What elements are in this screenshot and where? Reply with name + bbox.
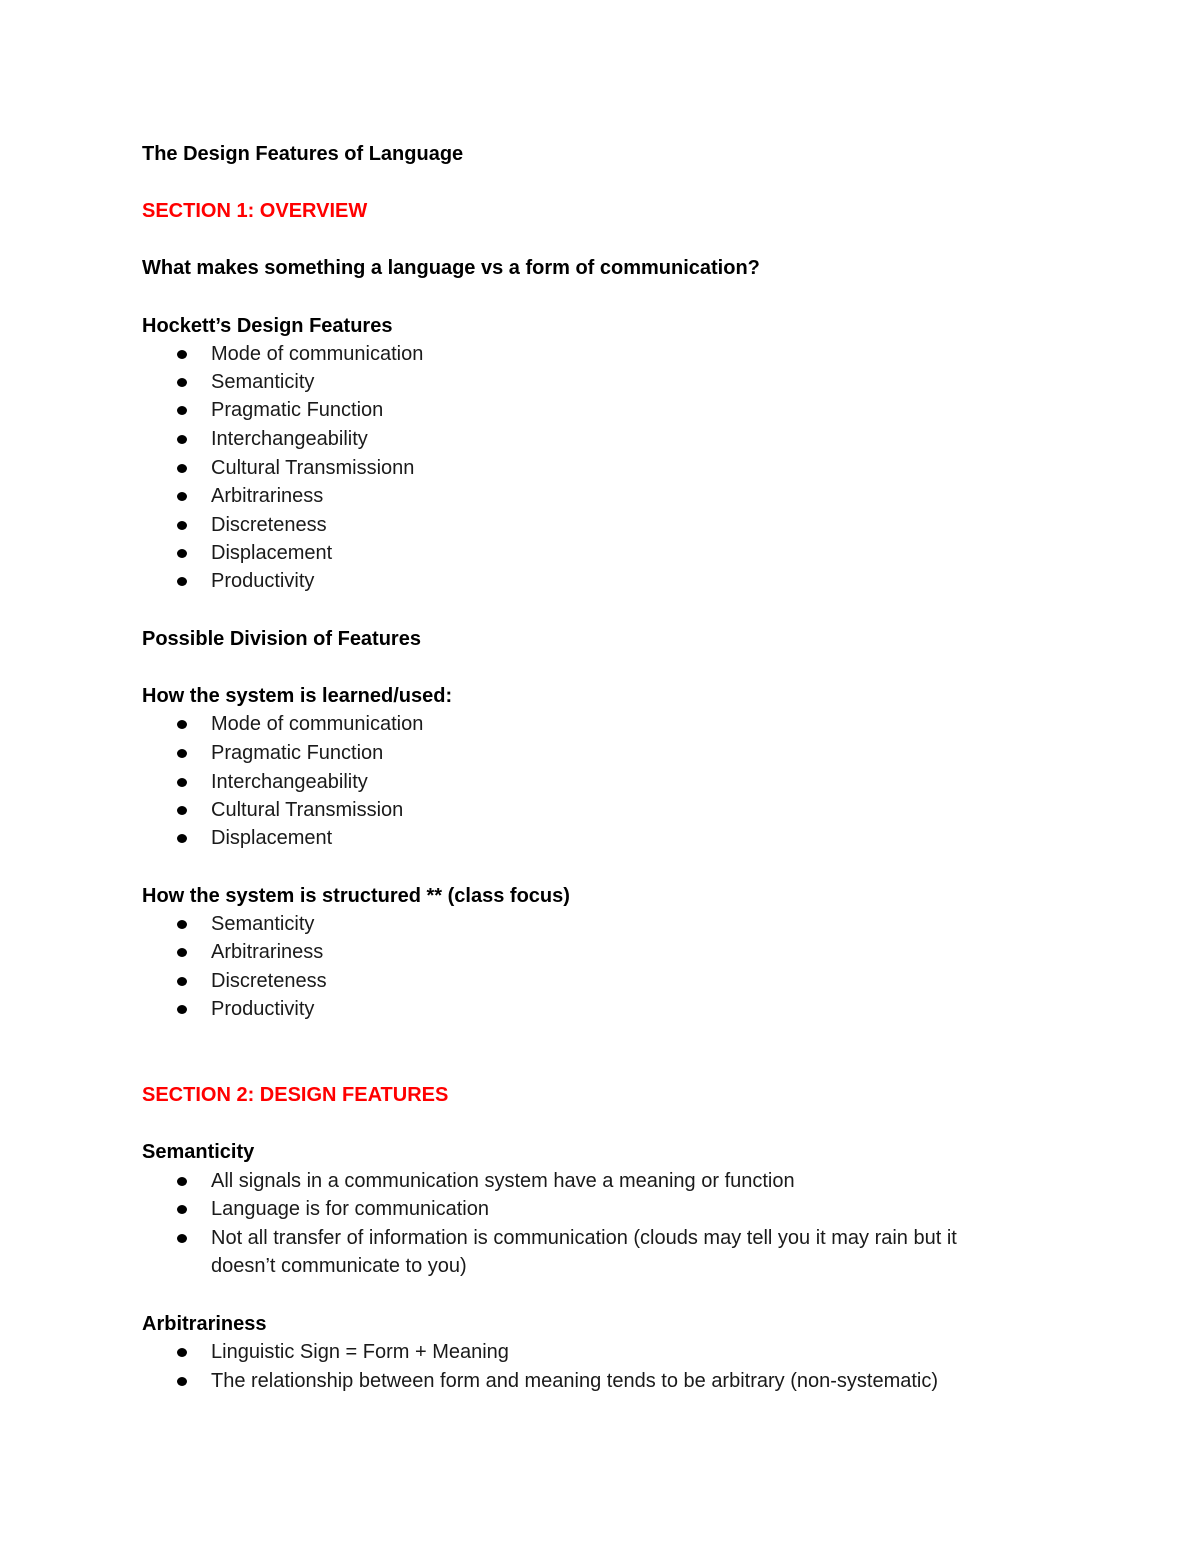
list-item: Cultural Transmissionn [211, 457, 415, 479]
list-item: Interchangeability [211, 428, 368, 450]
bullet-icon [177, 350, 187, 359]
bullet-icon [177, 406, 187, 415]
bullet-icon [177, 749, 187, 758]
list-item-continuation: doesn’t communicate to you) [211, 1255, 467, 1277]
list-item: The relationship between form and meaning tends to be arbitrary (non-systematic) [211, 1370, 939, 1392]
list-item: Discreteness [211, 970, 327, 992]
division-heading: Possible Division of Features [142, 628, 421, 650]
section-1-heading: SECTION 1: OVERVIEW [142, 200, 368, 222]
list-item: Semanticity [211, 913, 315, 935]
bullet-icon [177, 778, 187, 787]
list-item: Language is for communication [211, 1198, 489, 1220]
bullet-icon [177, 1234, 187, 1243]
list-item: Semanticity [211, 371, 315, 393]
bullet-icon [177, 1348, 187, 1357]
list-item: Arbitrariness [211, 941, 324, 963]
list-item: Not all transfer of information is communication (clouds may tell you it may rain but it [211, 1227, 957, 1249]
bullet-icon [177, 977, 187, 986]
bullet-icon [177, 378, 187, 387]
arbitrariness-heading: Arbitrariness [142, 1313, 267, 1335]
bullet-icon [177, 492, 187, 501]
bullet-icon [177, 948, 187, 957]
semanticity-heading: Semanticity [142, 1141, 255, 1163]
bullet-icon [177, 1377, 187, 1386]
list-item: Interchangeability [211, 771, 368, 793]
bullet-icon [177, 1005, 187, 1014]
bullet-icon [177, 806, 187, 815]
list-item: Mode of communication [211, 713, 424, 735]
bullet-icon [177, 834, 187, 843]
list-item: Linguistic Sign = Form + Meaning [211, 1341, 509, 1363]
list-item: Pragmatic Function [211, 399, 384, 421]
bullet-icon [177, 1177, 187, 1186]
section-2-heading: SECTION 2: DESIGN FEATURES [142, 1084, 449, 1106]
list-item: Arbitrariness [211, 485, 324, 507]
list-item: Displacement [211, 542, 333, 564]
list-item: Cultural Transmission [211, 799, 404, 821]
bullet-icon [177, 920, 187, 929]
list-item: Displacement [211, 827, 333, 849]
structured-heading: How the system is structured ** (class focus) [142, 885, 570, 907]
list-item: Discreteness [211, 514, 327, 536]
bullet-icon [177, 464, 187, 473]
bullet-icon [177, 577, 187, 586]
bullet-icon [177, 1205, 187, 1214]
list-item: Productivity [211, 998, 315, 1020]
bullet-icon [177, 549, 187, 558]
document-title: The Design Features of Language [142, 143, 464, 165]
list-item: Productivity [211, 570, 315, 592]
overview-question: What makes something a language vs a form of communication? [142, 257, 760, 279]
learned-heading: How the system is learned/used: [142, 685, 453, 707]
bullet-icon [177, 521, 187, 530]
hockett-heading: Hockett’s Design Features [142, 315, 393, 337]
list-item: Pragmatic Function [211, 742, 384, 764]
bullet-icon [177, 435, 187, 444]
bullet-icon [177, 720, 187, 729]
list-item: All signals in a communication system have a meaning or function [211, 1170, 795, 1192]
list-item: Mode of communication [211, 343, 424, 365]
